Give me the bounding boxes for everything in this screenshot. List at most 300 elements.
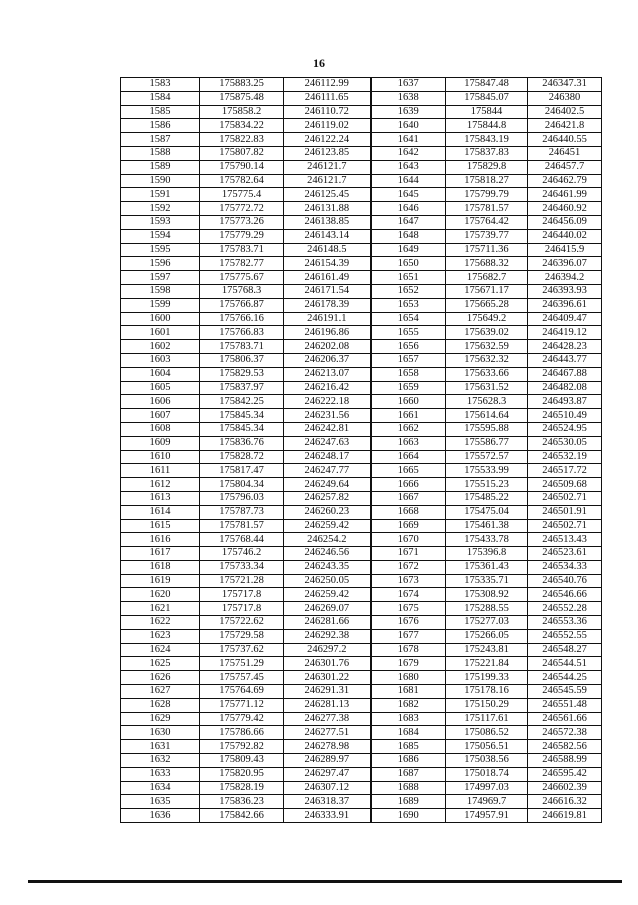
point-number-cell: 1648 [371,229,446,243]
y-coordinate-cell: 246530.05 [528,436,602,450]
table-row [121,298,602,312]
table-row [121,284,602,298]
y-coordinate-cell: 246582.56 [528,740,602,754]
coordinates-table [120,77,602,823]
x-coordinate-cell: 175433.78 [446,533,528,547]
point-number-cell: 1662 [371,422,446,436]
y-coordinate-cell: 246546.66 [528,588,602,602]
y-coordinate-cell: 246254.2 [284,533,371,547]
point-number-cell: 1589 [121,160,200,174]
table-row [121,629,602,643]
x-coordinate-cell: 175751.29 [200,657,284,671]
y-coordinate-cell: 246297.47 [284,767,371,781]
point-number-cell: 1610 [121,450,200,464]
x-coordinate-cell: 175875.48 [200,91,284,105]
x-coordinate-cell: 175845.07 [446,91,528,105]
y-coordinate-cell: 246121.7 [284,160,371,174]
x-coordinate-cell: 175772.72 [200,202,284,216]
x-coordinate-cell: 175729.58 [200,629,284,643]
y-coordinate-cell: 246467.88 [528,367,602,381]
point-number-cell: 1656 [371,340,446,354]
x-coordinate-cell: 175836.23 [200,795,284,809]
point-number-cell: 1598 [121,284,200,298]
point-number-cell: 1671 [371,547,446,561]
table-row [121,202,602,216]
y-coordinate-cell: 246125.45 [284,188,371,202]
y-coordinate-cell: 246121.7 [284,174,371,188]
table-row [121,767,602,781]
point-number-cell: 1633 [121,767,200,781]
x-coordinate-cell: 175792.82 [200,740,284,754]
y-coordinate-cell: 246243.35 [284,560,371,574]
point-number-cell: 1625 [121,657,200,671]
x-coordinate-cell: 175056.51 [446,740,528,754]
x-coordinate-cell: 175764.42 [446,215,528,229]
point-number-cell: 1685 [371,740,446,754]
y-coordinate-cell: 246260.23 [284,505,371,519]
point-number-cell: 1686 [371,754,446,768]
table-row [121,809,602,823]
x-coordinate-cell: 175842.25 [200,395,284,409]
point-number-cell: 1663 [371,436,446,450]
x-coordinate-cell: 175796.03 [200,491,284,505]
point-number-cell: 1670 [371,533,446,547]
x-coordinate-cell: 175586.77 [446,436,528,450]
x-coordinate-cell: 175199.33 [446,671,528,685]
x-coordinate-cell: 175818.27 [446,174,528,188]
point-number-cell: 1590 [121,174,200,188]
point-number-cell: 1626 [121,671,200,685]
table-row [121,312,602,326]
y-coordinate-cell: 246493.87 [528,395,602,409]
point-number-cell: 1649 [371,243,446,257]
y-coordinate-cell: 246461.99 [528,188,602,202]
y-coordinate-cell: 246393.93 [528,284,602,298]
point-number-cell: 1602 [121,340,200,354]
y-coordinate-cell: 246545.59 [528,685,602,699]
point-number-cell: 1645 [371,188,446,202]
x-coordinate-cell: 175288.55 [446,602,528,616]
x-coordinate-cell: 175807.82 [200,146,284,160]
table-row [121,146,602,160]
y-coordinate-cell: 246196.86 [284,326,371,340]
y-coordinate-cell: 246415.9 [528,243,602,257]
x-coordinate-cell: 175844.8 [446,119,528,133]
point-number-cell: 1623 [121,629,200,643]
table-row [121,643,602,657]
x-coordinate-cell: 175361.43 [446,560,528,574]
table-row [121,422,602,436]
y-coordinate-cell: 246111.65 [284,91,371,105]
point-number-cell: 1594 [121,229,200,243]
x-coordinate-cell: 175335.71 [446,574,528,588]
table-row [121,243,602,257]
y-coordinate-cell: 246259.42 [284,519,371,533]
point-number-cell: 1664 [371,450,446,464]
y-coordinate-cell: 246297.2 [284,643,371,657]
y-coordinate-cell: 246112.99 [284,78,371,92]
y-coordinate-cell: 246347.31 [528,78,602,92]
x-coordinate-cell: 174969.7 [446,795,528,809]
table-row [121,726,602,740]
x-coordinate-cell: 175781.57 [446,202,528,216]
y-coordinate-cell: 246534.33 [528,560,602,574]
point-number-cell: 1661 [371,409,446,423]
table-row [121,381,602,395]
point-number-cell: 1684 [371,726,446,740]
y-coordinate-cell: 246269.07 [284,602,371,616]
point-number-cell: 1675 [371,602,446,616]
y-coordinate-cell: 246318.37 [284,795,371,809]
y-coordinate-cell: 246171.54 [284,284,371,298]
y-coordinate-cell: 246246.56 [284,547,371,561]
point-number-cell: 1607 [121,409,200,423]
y-coordinate-cell: 246292.38 [284,629,371,643]
point-number-cell: 1655 [371,326,446,340]
y-coordinate-cell: 246148.5 [284,243,371,257]
x-coordinate-cell: 175806.37 [200,353,284,367]
y-coordinate-cell: 246250.05 [284,574,371,588]
table-row [121,367,602,381]
x-coordinate-cell: 175817.47 [200,464,284,478]
x-coordinate-cell: 175671.17 [446,284,528,298]
y-coordinate-cell: 246394.2 [528,271,602,285]
point-number-cell: 1614 [121,505,200,519]
x-coordinate-cell: 175828.72 [200,450,284,464]
x-coordinate-cell: 175779.42 [200,712,284,726]
x-coordinate-cell: 175790.14 [200,160,284,174]
footer-divider [28,880,622,883]
point-number-cell: 1679 [371,657,446,671]
point-number-cell: 1657 [371,353,446,367]
x-coordinate-cell: 175117.61 [446,712,528,726]
point-number-cell: 1601 [121,326,200,340]
x-coordinate-cell: 175628.3 [446,395,528,409]
point-number-cell: 1616 [121,533,200,547]
x-coordinate-cell: 175631.52 [446,381,528,395]
x-coordinate-cell: 175717.8 [200,602,284,616]
y-coordinate-cell: 246502.71 [528,519,602,533]
coordinates-table-body [121,78,602,823]
point-number-cell: 1641 [371,133,446,147]
y-coordinate-cell: 246524.95 [528,422,602,436]
x-coordinate-cell: 175822.83 [200,133,284,147]
y-coordinate-cell: 246501.91 [528,505,602,519]
y-coordinate-cell: 246380 [528,91,602,105]
point-number-cell: 1595 [121,243,200,257]
x-coordinate-cell: 175764.69 [200,685,284,699]
point-number-cell: 1603 [121,353,200,367]
table-row [121,657,602,671]
x-coordinate-cell: 175277.03 [446,616,528,630]
x-coordinate-cell: 175787.73 [200,505,284,519]
x-coordinate-cell: 175308.92 [446,588,528,602]
y-coordinate-cell: 246249.64 [284,478,371,492]
point-number-cell: 1606 [121,395,200,409]
x-coordinate-cell: 175783.71 [200,243,284,257]
point-number-cell: 1596 [121,257,200,271]
point-number-cell: 1608 [121,422,200,436]
y-coordinate-cell: 246548.27 [528,643,602,657]
point-number-cell: 1654 [371,312,446,326]
y-coordinate-cell: 246553.36 [528,616,602,630]
y-coordinate-cell: 246523.61 [528,547,602,561]
table-row [121,505,602,519]
x-coordinate-cell: 175266.05 [446,629,528,643]
table-row [121,395,602,409]
x-coordinate-cell: 175775.67 [200,271,284,285]
y-coordinate-cell: 246552.55 [528,629,602,643]
x-coordinate-cell: 175243.81 [446,643,528,657]
point-number-cell: 1612 [121,478,200,492]
y-coordinate-cell: 246419.12 [528,326,602,340]
x-coordinate-cell: 175782.77 [200,257,284,271]
table-row [121,105,602,119]
y-coordinate-cell: 246143.14 [284,229,371,243]
x-coordinate-cell: 175766.87 [200,298,284,312]
table-row [121,795,602,809]
x-coordinate-cell: 175533.99 [446,464,528,478]
point-number-cell: 1631 [121,740,200,754]
y-coordinate-cell: 246402.5 [528,105,602,119]
point-number-cell: 1669 [371,519,446,533]
point-number-cell: 1689 [371,795,446,809]
x-coordinate-cell: 175739.77 [446,229,528,243]
point-number-cell: 1628 [121,698,200,712]
y-coordinate-cell: 246202.08 [284,340,371,354]
point-number-cell: 1640 [371,119,446,133]
point-number-cell: 1676 [371,616,446,630]
x-coordinate-cell: 175595.88 [446,422,528,436]
point-number-cell: 1591 [121,188,200,202]
x-coordinate-cell: 175783.71 [200,340,284,354]
x-coordinate-cell: 175843.19 [446,133,528,147]
table-row [121,781,602,795]
x-coordinate-cell: 175461.38 [446,519,528,533]
y-coordinate-cell: 246532.19 [528,450,602,464]
table-row [121,533,602,547]
table-row [121,754,602,768]
y-coordinate-cell: 246440.55 [528,133,602,147]
x-coordinate-cell: 175221.84 [446,657,528,671]
x-coordinate-cell: 175475.04 [446,505,528,519]
y-coordinate-cell: 246561.66 [528,712,602,726]
point-number-cell: 1665 [371,464,446,478]
point-number-cell: 1587 [121,133,200,147]
point-number-cell: 1653 [371,298,446,312]
table-row [121,353,602,367]
point-number-cell: 1630 [121,726,200,740]
y-coordinate-cell: 246451 [528,146,602,160]
point-number-cell: 1599 [121,298,200,312]
table-row [121,340,602,354]
y-coordinate-cell: 246602.39 [528,781,602,795]
point-number-cell: 1618 [121,560,200,574]
point-number-cell: 1647 [371,215,446,229]
table-row [121,588,602,602]
x-coordinate-cell: 175717.8 [200,588,284,602]
point-number-cell: 1629 [121,712,200,726]
x-coordinate-cell: 175837.83 [446,146,528,160]
table-row [121,574,602,588]
point-number-cell: 1617 [121,547,200,561]
y-coordinate-cell: 246242.81 [284,422,371,436]
y-coordinate-cell: 246191.1 [284,312,371,326]
x-coordinate-cell: 175836.76 [200,436,284,450]
point-number-cell: 1683 [371,712,446,726]
x-coordinate-cell: 175682.7 [446,271,528,285]
y-coordinate-cell: 246552.28 [528,602,602,616]
x-coordinate-cell: 175150.29 [446,698,528,712]
x-coordinate-cell: 175649.2 [446,312,528,326]
y-coordinate-cell: 246222.18 [284,395,371,409]
x-coordinate-cell: 175804.34 [200,478,284,492]
x-coordinate-cell: 175766.16 [200,312,284,326]
y-coordinate-cell: 246277.38 [284,712,371,726]
point-number-cell: 1613 [121,491,200,505]
y-coordinate-cell: 246119.02 [284,119,371,133]
table-row [121,712,602,726]
y-coordinate-cell: 246281.13 [284,698,371,712]
y-coordinate-cell: 246428.23 [528,340,602,354]
y-coordinate-cell: 246517.72 [528,464,602,478]
y-coordinate-cell: 246421.8 [528,119,602,133]
y-coordinate-cell: 246551.48 [528,698,602,712]
y-coordinate-cell: 246131.88 [284,202,371,216]
x-coordinate-cell: 175834.22 [200,119,284,133]
x-coordinate-cell: 175809.43 [200,754,284,768]
x-coordinate-cell: 175842.66 [200,809,284,823]
table-row [121,174,602,188]
y-coordinate-cell: 246123.85 [284,146,371,160]
y-coordinate-cell: 246509.68 [528,478,602,492]
x-coordinate-cell: 175845.34 [200,409,284,423]
point-number-cell: 1627 [121,685,200,699]
point-number-cell: 1688 [371,781,446,795]
point-number-cell: 1646 [371,202,446,216]
y-coordinate-cell: 246619.81 [528,809,602,823]
y-coordinate-cell: 246460.92 [528,202,602,216]
y-coordinate-cell: 246247.77 [284,464,371,478]
y-coordinate-cell: 246333.91 [284,809,371,823]
table-row [121,560,602,574]
point-number-cell: 1585 [121,105,200,119]
point-number-cell: 1677 [371,629,446,643]
y-coordinate-cell: 246247.63 [284,436,371,450]
x-coordinate-cell: 175018.74 [446,767,528,781]
x-coordinate-cell: 175773.26 [200,215,284,229]
point-number-cell: 1583 [121,78,200,92]
table-row [121,740,602,754]
y-coordinate-cell: 246206.37 [284,353,371,367]
point-number-cell: 1600 [121,312,200,326]
x-coordinate-cell: 175396.8 [446,547,528,561]
table-row [121,698,602,712]
y-coordinate-cell: 246110.72 [284,105,371,119]
y-coordinate-cell: 246544.51 [528,657,602,671]
y-coordinate-cell: 246440.02 [528,229,602,243]
point-number-cell: 1632 [121,754,200,768]
y-coordinate-cell: 246595.42 [528,767,602,781]
y-coordinate-cell: 246231.56 [284,409,371,423]
x-coordinate-cell: 175828.19 [200,781,284,795]
point-number-cell: 1639 [371,105,446,119]
table-row [121,478,602,492]
y-coordinate-cell: 246259.42 [284,588,371,602]
x-coordinate-cell: 175829.53 [200,367,284,381]
table-row [121,671,602,685]
y-coordinate-cell: 246248.17 [284,450,371,464]
point-number-cell: 1624 [121,643,200,657]
point-number-cell: 1659 [371,381,446,395]
point-number-cell: 1668 [371,505,446,519]
x-coordinate-cell: 175782.64 [200,174,284,188]
table-row [121,326,602,340]
y-coordinate-cell: 246588.99 [528,754,602,768]
x-coordinate-cell: 175632.32 [446,353,528,367]
table-row [121,602,602,616]
y-coordinate-cell: 246301.22 [284,671,371,685]
table-row [121,464,602,478]
x-coordinate-cell: 175781.57 [200,519,284,533]
y-coordinate-cell: 246513.43 [528,533,602,547]
table-row [121,133,602,147]
y-coordinate-cell: 246278.98 [284,740,371,754]
x-coordinate-cell: 175799.79 [446,188,528,202]
point-number-cell: 1660 [371,395,446,409]
point-number-cell: 1650 [371,257,446,271]
point-number-cell: 1682 [371,698,446,712]
x-coordinate-cell: 175639.02 [446,326,528,340]
y-coordinate-cell: 246161.49 [284,271,371,285]
point-number-cell: 1615 [121,519,200,533]
point-number-cell: 1619 [121,574,200,588]
point-number-cell: 1593 [121,215,200,229]
table-row [121,160,602,174]
x-coordinate-cell: 175485.22 [446,491,528,505]
x-coordinate-cell: 175572.57 [446,450,528,464]
table-row [121,91,602,105]
y-coordinate-cell: 246462.79 [528,174,602,188]
point-number-cell: 1673 [371,574,446,588]
point-number-cell: 1597 [121,271,200,285]
y-coordinate-cell: 246122.24 [284,133,371,147]
point-number-cell: 1644 [371,174,446,188]
x-coordinate-cell: 175779.29 [200,229,284,243]
x-coordinate-cell: 175883.25 [200,78,284,92]
x-coordinate-cell: 175786.66 [200,726,284,740]
table-row [121,119,602,133]
y-coordinate-cell: 246257.82 [284,491,371,505]
y-coordinate-cell: 246544.25 [528,671,602,685]
point-number-cell: 1592 [121,202,200,216]
x-coordinate-cell: 175775.4 [200,188,284,202]
x-coordinate-cell: 175844 [446,105,528,119]
point-number-cell: 1666 [371,478,446,492]
point-number-cell: 1672 [371,560,446,574]
y-coordinate-cell: 246396.07 [528,257,602,271]
point-number-cell: 1622 [121,616,200,630]
table-row [121,78,602,92]
point-number-cell: 1674 [371,588,446,602]
point-number-cell: 1637 [371,78,446,92]
x-coordinate-cell: 175820.95 [200,767,284,781]
point-number-cell: 1609 [121,436,200,450]
point-number-cell: 1634 [121,781,200,795]
x-coordinate-cell: 175737.62 [200,643,284,657]
page-number: 16 [313,56,325,70]
x-coordinate-cell: 175858.2 [200,105,284,119]
